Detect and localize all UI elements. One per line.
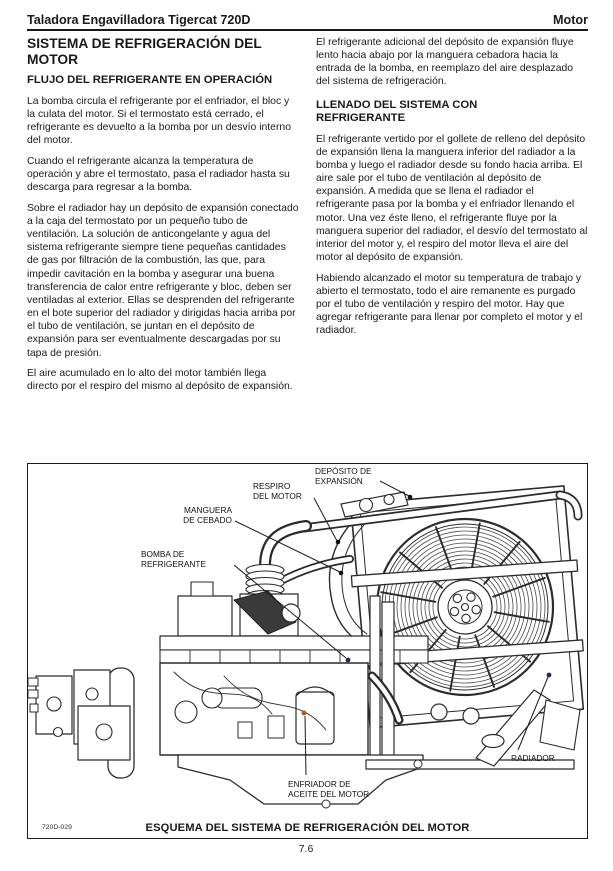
label-enfriador-line1: ENFRIADOR DE (288, 779, 351, 789)
figure-caption: ESQUEMA DEL SISTEMA DE REFRIGERACIÓN DEL MOTOR (145, 822, 470, 834)
fan-hub (436, 578, 495, 637)
leader-dot-bomba (346, 658, 351, 663)
engine-cooling-diagram (28, 464, 587, 838)
right-column (316, 36, 588, 345)
label-radiador: RADIADOR (511, 753, 555, 763)
leader-dot-enfriador (302, 711, 307, 716)
header-rule (27, 29, 588, 31)
section-heading-llenado: LLENADO DEL SISTEMA CON REFRIGERANTE (316, 98, 478, 125)
leader-respiro (314, 498, 337, 541)
figure-code: 720D-029 (42, 824, 72, 831)
leader-dot-respiro (336, 540, 341, 545)
left-paragraph-3: Sobre el radiador hay un depósito de expansión conectado a la caja del termostato por un pequeño tubo de ventilación. La solución de anticongelante y agua del sistema refrigerante siempre tiene pequeñas cantidades de gas por filtración de la combustión, las que, para impedir cavitación en la bomba y asegurar una buena transferencia de calor entre refrigerante y bloc, deben ser ventiladas al exterior. Ellas se desprenden del refrigerante en el bote superior del radiador y dirigidas hacia arriba por el tubo de ventilación, se juntan en el depósito de expansión para ser eventualmente descargadas por su tapa de presión. (27, 202, 299, 359)
header-section: Motor (553, 13, 588, 27)
label-bomba-line1: BOMBA DE (141, 549, 185, 559)
right-paragraph-1: El refrigerante adicional del depósito de expansión fluye lento hacia abajo por la manguera cebadora hacia la entrada de la bomba, en reemplazo del aire desplazado del sistema de refrigeración. (316, 37, 574, 88)
label-manguera-line1: MANGUERA (184, 505, 232, 515)
label-manguera-line2: DE CEBADO (183, 515, 232, 525)
leader-dot-deposito (408, 495, 413, 500)
left-column (27, 36, 299, 401)
leader-dot-radiador (547, 673, 552, 678)
figure-cooling-system (27, 463, 588, 839)
label-deposito-line1: DEPÓSITO DE (315, 466, 372, 476)
label-respiro-line2: DEL MOTOR (253, 491, 302, 501)
label-respiro-line1: RESPIRO (253, 481, 291, 491)
leader-dot-manguera (339, 571, 344, 576)
section-heading-flujo: FLUJO DEL REFRIGERANTE EN OPERACIÓN (27, 74, 273, 87)
left-paragraph-1: La bomba circula el refrigerante por el enfriador, el bloc y la culata del motor. Si el termostato está cerrado, el refrigerante es devuelto a la bomba por un desvío interno del motor. (27, 95, 291, 147)
page-number: 7.6 (298, 843, 314, 855)
header-title: Taladora Engavilladora Tigercat 720D (27, 13, 251, 27)
label-enfriador-line2: ACEITE DEL MOTOR (288, 789, 370, 799)
left-paragraph-2: Cuando el refrigerante alcanza la temperatura de operación y abre el termostato, pasa el radiador hasta su descarga para regresar a la bomba. (27, 155, 290, 194)
label-bomba-line2: REFRIGERANTE (141, 559, 206, 569)
label-deposito-line2: EXPANSIÓN (315, 476, 363, 486)
right-paragraph-3: Habiendo alcanzado el motor su temperatura de trabajo y abierto el termostato, todo el aire remanente es purgado por el tubo de ventilación y respiro del motor. Hay que agregar refrigerante para llenar por completo el motor y el radiador. (316, 272, 583, 337)
right-paragraph-2: El refrigerante vertido por el gollete de relleno del depósito de expansión llena la manguera inferior del radiador a la bomba y luego el radiador desde su fondo hacia arriba. El aire sale por el tubo de ventilación al depósito de expansión. A medida que se llena el radiador el refrigerante pasa por la bomba y el enfriador llenando el motor. Una vez éste lleno, el refrigerante fluye por la manguera superior del radiador, el desvío del termostato al interior del motor y, el respiro del motor lleva el aire del motor al depósito de expansión. (316, 133, 588, 264)
left-paragraph-4: El aire acumulado en lo alto del motor también llega directo por el respiro del mismo al depósito de expansión. (27, 368, 293, 393)
engine-block (28, 582, 428, 808)
page-title: SISTEMA DE REFRIGERACIÓN DEL MOTOR (27, 36, 262, 67)
